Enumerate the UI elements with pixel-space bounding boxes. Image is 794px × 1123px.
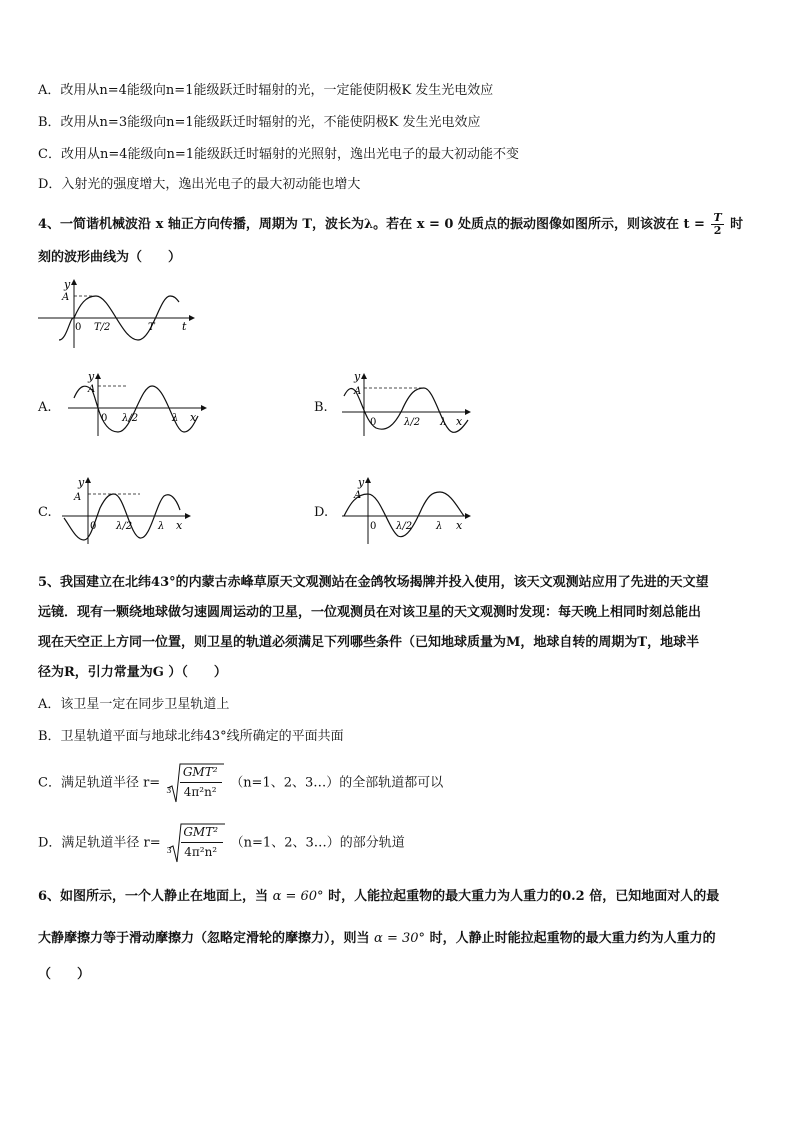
root-numerator: GMT² [182, 765, 218, 779]
q6-angle1: α = 60° [272, 889, 324, 904]
cube-root-expression [164, 762, 226, 804]
opt-a-half: λ/2 [122, 413, 139, 424]
q5-option-c [38, 762, 443, 805]
q4-fraction [711, 212, 723, 237]
opt-d-origin: 0 [370, 521, 377, 532]
vib-full-label: T [148, 322, 155, 333]
q6-angle2: α = 30° [374, 931, 426, 946]
q4-stem-tail: 时 [730, 217, 744, 232]
opt-b-amp: A [354, 386, 362, 397]
q6-line2-a: 大静摩擦力等于滑动摩擦力（忽略定滑轮的摩擦力），则当 [38, 931, 370, 946]
vib-y-label: y [64, 278, 71, 291]
q5-option-d [38, 822, 405, 865]
vib-half-label: T/2 [94, 322, 111, 333]
opt-c-axis: x [176, 519, 183, 532]
opt-c-y: y [78, 476, 85, 489]
q3-option-b: B．改用从n=3能级向n=1能级跃迁时辐射的光，不能使阴极K 发生光电效应 [38, 115, 481, 130]
q4-option-b-label: B. [314, 400, 328, 415]
opt-c-half: λ/2 [116, 521, 133, 532]
q3-option-a: A．改用从n=4能级向n=1能级跃迁时辐射的光，一定能使阴极K 发生光电效应 [38, 83, 494, 98]
q4-option-d-label: D. [314, 505, 329, 520]
q4-option-a-label: A. [38, 400, 52, 415]
q4-stem-text: 4、一简谐机械波沿 x 轴正方向传播，周期为 T，波长为λ。若在 x = 0 处质点的振动图像如图所示，则该波在 t = [38, 217, 705, 232]
root-denominator: 4π²n² [183, 785, 217, 799]
root-index: 3 [166, 846, 172, 855]
q4-frac-num: T [713, 211, 722, 224]
opt-d-amp: A [354, 490, 362, 501]
q5-line1: 5、我国建立在北纬43°的内蒙古赤峰草原天文观测站在金鸽牧场揭牌并投入使用，该天文观测站应用了先进的天文望 [38, 575, 709, 590]
q4-stem-line2: 刻的波形曲线为（ ） [38, 250, 182, 265]
opt-b-half: λ/2 [404, 417, 421, 428]
vib-axis-label: t [182, 320, 187, 333]
opt-c-full: λ [158, 521, 165, 532]
q4-frac-den: 2 [713, 224, 722, 237]
opt-d-full: λ [436, 521, 443, 532]
q4-option-c-label: C. [38, 505, 52, 520]
q5-option-a: A．该卫星一定在同步卫星轨道上 [38, 697, 230, 712]
vib-origin-label: 0 [75, 322, 82, 333]
opt-d-half: λ/2 [396, 521, 413, 532]
q5-line4: 径为R，引力常量为G ）（ ） [38, 665, 227, 680]
q6-line1 [38, 888, 719, 906]
q6-line2 [38, 930, 716, 948]
q6-line3: （ ） [38, 967, 91, 982]
opt-a-amp: A [88, 384, 96, 395]
q5-option-d-pre: D．满足轨道半径 r= [38, 835, 161, 851]
q4-stem-line1 [38, 212, 743, 237]
q5-option-d-post: （n=1、2、3…）的部分轨道 [230, 835, 405, 851]
q4-option-b-graph [340, 370, 476, 438]
q5-option-c-pre: C．满足轨道半径 r= [38, 775, 161, 791]
root-numerator: GMT² [183, 825, 219, 839]
opt-c-origin: 0 [90, 521, 97, 532]
root-denominator: 4π²n² [184, 845, 218, 859]
opt-a-y: y [88, 370, 95, 383]
q3-option-d: D．入射光的强度增大，逸出光电子的最大初动能也增大 [38, 177, 361, 192]
q3-option-c: C．改用从n=4能级向n=1能级跃迁时辐射的光照射，逸出光电子的最大初动能不变 [38, 147, 520, 162]
q5-line2: 远镜．现有一颗绕地球做匀速圆周运动的卫星，一位观测员在对该卫星的天文观测时发现：每天晚上相同时刻总能出 [38, 605, 702, 620]
q6-line1-a: 6、如图所示，一个人静止在地面上，当 [38, 889, 269, 904]
opt-d-axis: x [456, 519, 463, 532]
opt-a-origin: 0 [101, 413, 108, 424]
q5-line3: 现在天空正上方同一位置，则卫星的轨道必须满足下列哪些条件（已知地球质量为M，地球自转的周期为T，地球半 [38, 635, 700, 650]
opt-a-axis: x [190, 411, 197, 424]
q5-option-c-post: （n=1、2、3…）的全部轨道都可以 [230, 775, 444, 791]
q5-option-b: B．卫星轨道平面与地球北纬43°线所确定的平面共面 [38, 729, 344, 744]
opt-b-axis: x [456, 415, 463, 428]
q4-option-c-graph [60, 474, 196, 546]
q6-line2-b: 时，人静止时能拉起重物的最大重力约为人重力的 [429, 931, 716, 946]
opt-a-full: λ [172, 413, 179, 424]
opt-d-y: y [358, 476, 365, 489]
q6-line1-b: 时，人能拉起重物的最大重力为人重力的0.2 倍，已知地面对人的最 [328, 889, 720, 904]
opt-b-y: y [354, 370, 361, 383]
opt-b-origin: 0 [370, 417, 377, 428]
q4-vibration-graph [34, 276, 198, 352]
q4-option-d-graph [340, 474, 476, 546]
opt-b-full: λ [440, 417, 447, 428]
opt-c-amp: A [74, 492, 82, 503]
cube-root-expression [165, 822, 227, 864]
root-index: 3 [166, 786, 172, 795]
vib-amp-label: A [62, 292, 70, 303]
q4-option-a-graph [66, 370, 212, 438]
